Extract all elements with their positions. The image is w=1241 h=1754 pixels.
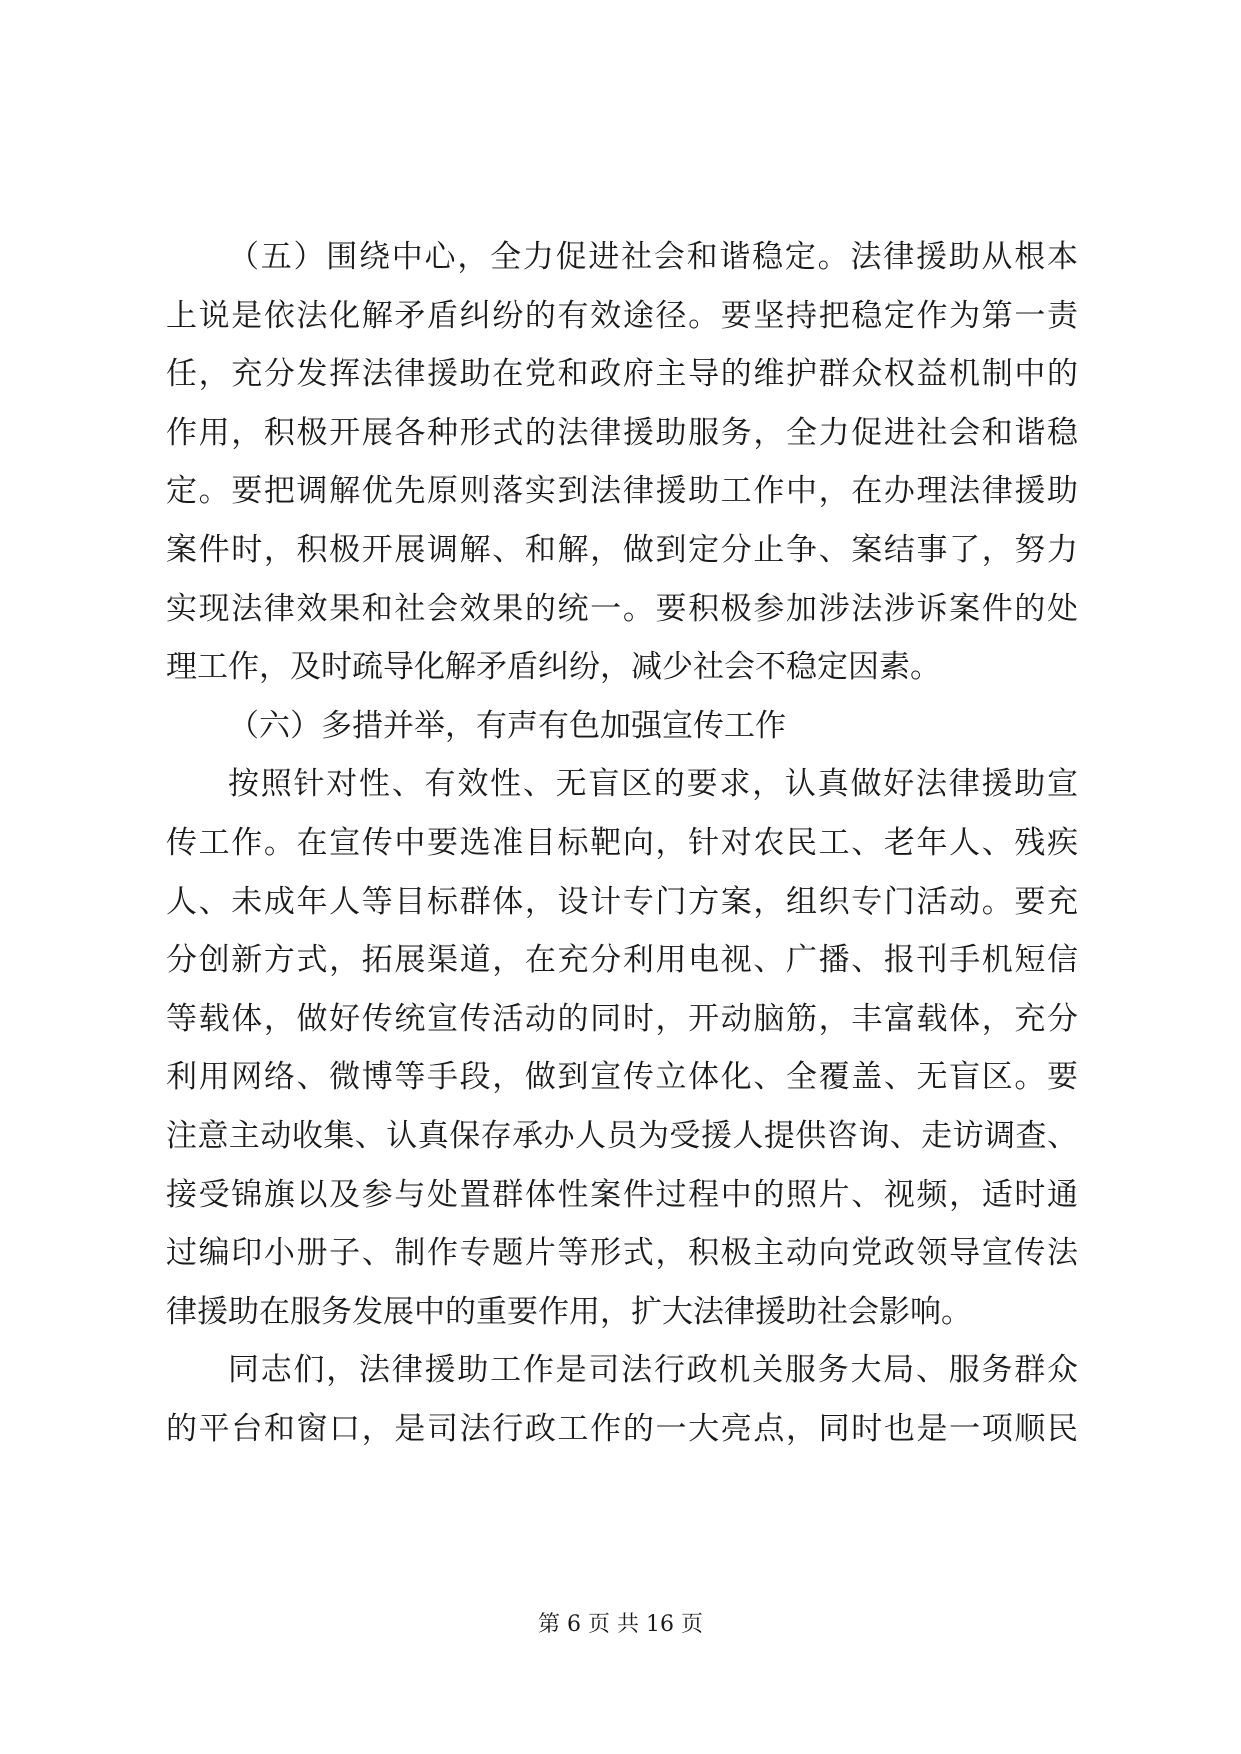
text-line: 作用，积极开展各种形式的法律援助服务，全力促进社会和谐稳 (166, 414, 1078, 451)
text-line: 定。要把调解优先原则落实到法律援助工作中，在办理法律援助 (166, 473, 1078, 510)
body-text (166, 228, 1078, 1458)
text-line: 的平台和窗口，是司法行政工作的一大亮点，同时也是一项顺民 (166, 1410, 1078, 1447)
text-line: 实现法律效果和社会效果的统一。要积极参加涉法涉诉案件的处 (166, 590, 1078, 627)
text-line: 律援助在服务发展中的重要作用，扩大法律援助社会影响。 (166, 1293, 972, 1330)
text-line: 人、未成年人等目标群体，设计专门方案，组织专门活动。要充 (166, 883, 1078, 920)
text-line: 案件时，积极开展调解、和解，做到定分止争、案结事了，努力 (166, 531, 1078, 568)
text-line: 传工作。在宣传中要选准目标靶向，针对农民工、老年人、残疾 (166, 824, 1078, 861)
text-line: 等载体，做好传统宣传活动的同时，开动脑筋，丰富载体，充分 (166, 1000, 1078, 1037)
text-line: 过编印小册子、制作专题片等形式，积极主动向党政领导宣传法 (166, 1235, 1078, 1272)
text-line: 按照针对性、有效性、无盲区的要求，认真做好法律援助宣 (228, 766, 1078, 803)
text-line: 同志们，法律援助工作是司法行政机关服务大局、服务群众 (228, 1352, 1078, 1389)
text-line: （五）围绕中心，全力促进社会和谐稳定。法律援助从根本 (228, 239, 1078, 275)
text-line: 任，充分发挥法律援助在党和政府主导的维护群众权益机制中的 (166, 356, 1078, 393)
text-line: 上说是依法化解矛盾纠纷的有效途径。要坚持把稳定作为第一责 (166, 297, 1078, 334)
text-line: 理工作，及时疏导化解矛盾纠纷，减少社会不稳定因素。 (166, 649, 941, 686)
text-line: 利用网络、微博等手段，做到宣传立体化、全覆盖、无盲区。要 (166, 1059, 1078, 1096)
page-number-footer: 第 6 页 共 16 页 (538, 1612, 703, 1637)
text-line: 注意主动收集、认真保存承办人员为受援人提供咨询、走访调查、 (166, 1117, 1078, 1154)
section-heading: （六）多措并举，有声有色加强宣传工作 (228, 707, 786, 744)
text-line: 接受锦旗以及参与处置群体性案件过程中的照片、视频，适时通 (166, 1176, 1078, 1213)
text-line: 分创新方式，拓展渠道，在充分利用电视、广播、报刊手机短信 (166, 942, 1078, 979)
